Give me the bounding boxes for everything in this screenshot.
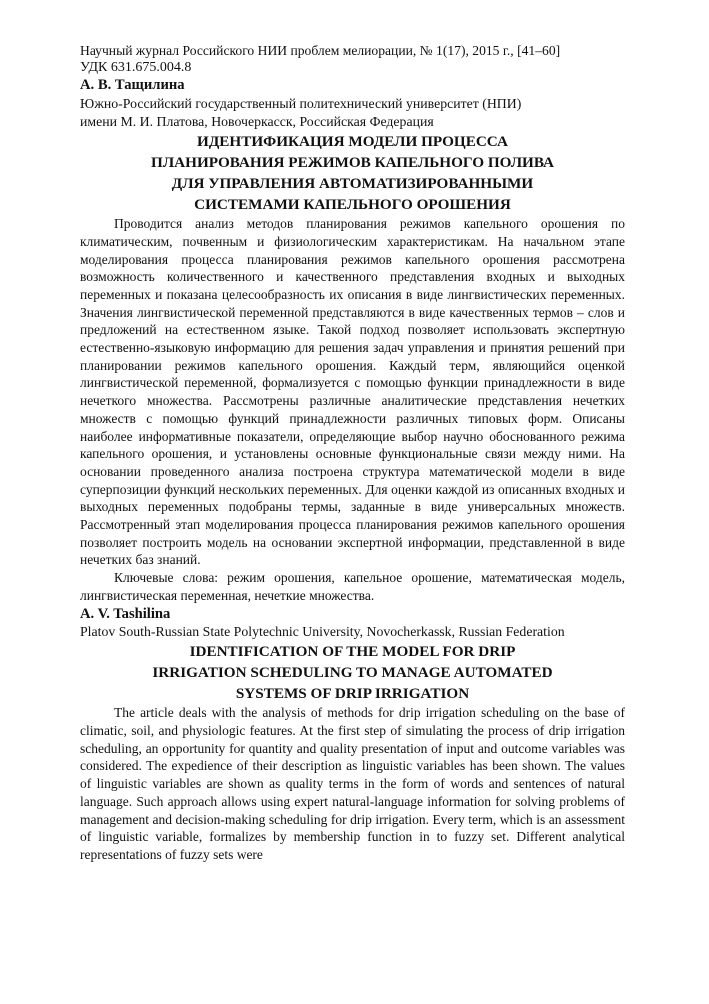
article-title-ru-line: ПЛАНИРОВАНИЯ РЕЖИМОВ КАПЕЛЬНОГО ПОЛИВА [151, 154, 554, 172]
article-title-ru-line: ДЛЯ УПРАВЛЕНИЯ АВТОМАТИЗИРОВАННЫМИ [171, 175, 534, 193]
affiliation-ru-line-2: имени М. И. Платова, Новочеркасск, Российская Федерация [80, 113, 434, 129]
abstract-en: The article deals with the analysis of methods for drip irrigation scheduling on the base of climatic, soil, and physiologic features. At the first step of simulating the process of drip irrigation scheduling, an opportunity for quantity and quality presentation of input and outcome variables was considered. The expedience of their description as linguistic variables has been shown. The values of linguistic variables are shown as quality terms in the form of words and sentences of natural language. Such approach allows using expert natural-language information for solving problems of management and decision-making scheduling for drip irrigation. Every term, which is an assessment of linguistic variable, formalizes by membership function in to fuzzy set. Different analytical representations of fuzzy sets were [80, 705, 625, 862]
journal-header: Научный журнал Российского НИИ проблем мелиорации, № 1(17), 2015 г., [41–60] [80, 43, 561, 58]
article-title-en-line: SYSTEMS OF DRIP IRRIGATION [235, 685, 470, 703]
keywords-ru: Ключевые слова: режим орошения, капельное орошение, математическая модель, лингвистическая переменная, нечеткие множества. [80, 570, 625, 603]
article-title-en-line: IRRIGATION SCHEDULING TO MANAGE AUTOMATED [152, 664, 553, 682]
author-name-ru: А. В. Тащилина [80, 77, 185, 93]
affiliation-en: Platov South-Russian State Polytechnic University, Novocherkassk, Russian Federation [80, 624, 565, 640]
article-title-en-line: IDENTIFICATION OF THE MODEL FOR DRIP [189, 643, 516, 661]
article-title-ru-line: СИСТЕМАМИ КАПЕЛЬНОГО ОРОШЕНИЯ [194, 196, 511, 214]
article-title-ru [80, 131, 625, 215]
udc-number: УДК 631.675.004.8 [80, 60, 192, 75]
abstract-ru: Проводится анализ методов планирования режимов капельного орошения по климатическим, почвенным и физиологическим характеристикам. На начальном этапе моделирования процесса планирования режимов капельного орошения рассмотрена возможность количественного и качественного представления входных и выходных переменных и показана целесообразность их описания в виде лингвистических переменных. Значения лингвистической переменной представляются в виде качественных термов – слов и предложений на естественном языке. Такой подход позволяет использовать экспертную естественно-языковую информацию для решения задач управления и принятия решений при планировании режимов капельного орошения. Каждый терм, являющийся оценкой лингвистической переменной, формализуется с помощью функции принадлежности в виде нечеткого множества. Рассмотрены различные аналитические представления нечетких множеств с помощью функций принадлежности различных типовых форм. Описаны наиболее информативные показатели, определяющие выбор научно обоснованного режима капельного орошения, и установлены основные функциональные связи между ними. На основании проведенного анализа построена структура математической модели в виде суперпозиции функций нескольких переменных. Для оценки каждой из описанных входных и выходных переменных подобраны термы, заданные в виде универсальных множеств. Рассмотренный этап моделирования процесса планирования режимов капельного орошения позволяет построить модель на основании экспертной информации, представленной в виде нечетких баз знаний. [80, 216, 625, 568]
author-name-en: A. V. Tashilina [80, 605, 171, 622]
article-title-en [80, 641, 625, 704]
affiliation-ru-line-1: Южно-Российский государственный политехнический университет (НПИ) [80, 95, 522, 111]
article-title-ru-line: ИДЕНТИФИКАЦИЯ МОДЕЛИ ПРОЦЕССА [197, 133, 508, 151]
